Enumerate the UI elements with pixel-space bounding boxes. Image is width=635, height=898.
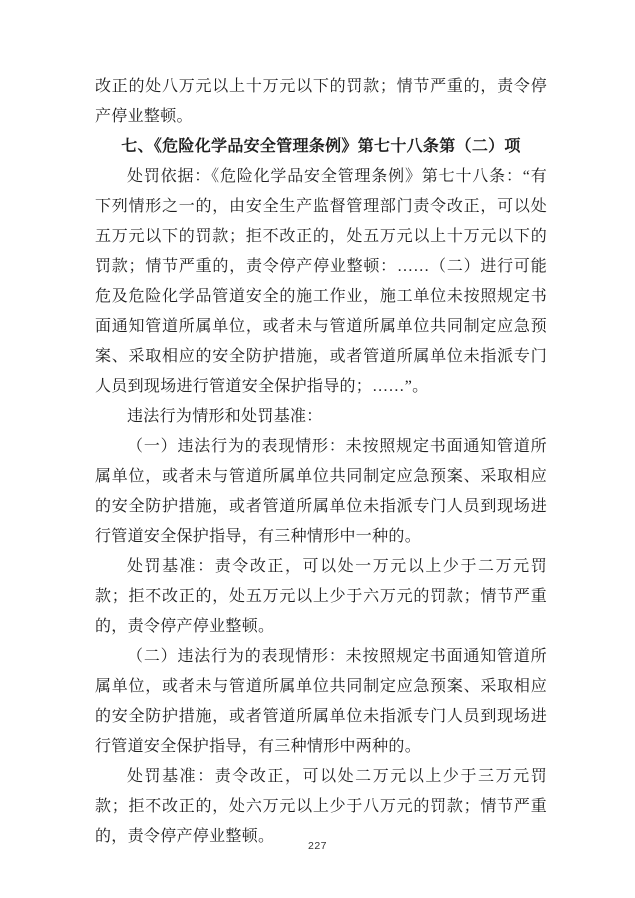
document-body	[95, 72, 547, 852]
paragraph: （一）违法行为的表现情形：未按照规定书面通知管道所属单位，或者未与管道所属单位共同制定应急预案、采取相应的安全防护措施，或者管道所属单位未指派专门人员到现场进行管道安全保护指导，有三种情形中一种的。	[95, 438, 547, 545]
section-heading: 七、《危险化学品安全管理条例》第七十八条第（二）项	[121, 138, 521, 155]
paragraph: 处罚依据：《危险化学品安全管理条例》第七十八条：“有下列情形之一的，由安全生产监督管理部门责令改正，可以处五万元以下的罚款；拒不改正的，处五万元以上十万元以下的罚款；情节严重的，责令停产停业整顿：……（二）进行可能危及危险化学品管道安全的施工作业，施工单位未按照规定书面通知管道所属单位，或者未与管道所属单位共同制定应急预案、采取相应的安全防护措施，或者管道所属单位未指派专门人员到现场进行管道安全保护指导的；……”。	[95, 168, 547, 395]
paragraph: 处罚基准：责令改正，可以处一万元以上少于二万元罚款；拒不改正的，处五万元以上少于六万元的罚款；情节严重的，责令停产停业整顿。	[95, 558, 547, 635]
page-number: 227	[307, 840, 328, 852]
paragraph: 处罚基准：责令改正，可以处二万元以上少于三万元罚款；拒不改正的，处六万元以上少于八万元的罚款；情节严重的，责令停产停业整顿。	[95, 768, 547, 845]
paragraph: （二）违法行为的表现情形：未按照规定书面通知管道所属单位，或者未与管道所属单位共同制定应急预案、采取相应的安全防护措施，或者管道所属单位未指派专门人员到现场进行管道安全保护指导，有三种情形中两种的。	[95, 648, 547, 755]
paragraph: 改正的处八万元以上十万元以下的罚款；情节严重的，责令停产停业整顿。	[95, 78, 547, 125]
paragraph: 违法行为情形和处罚基准：	[127, 408, 323, 425]
